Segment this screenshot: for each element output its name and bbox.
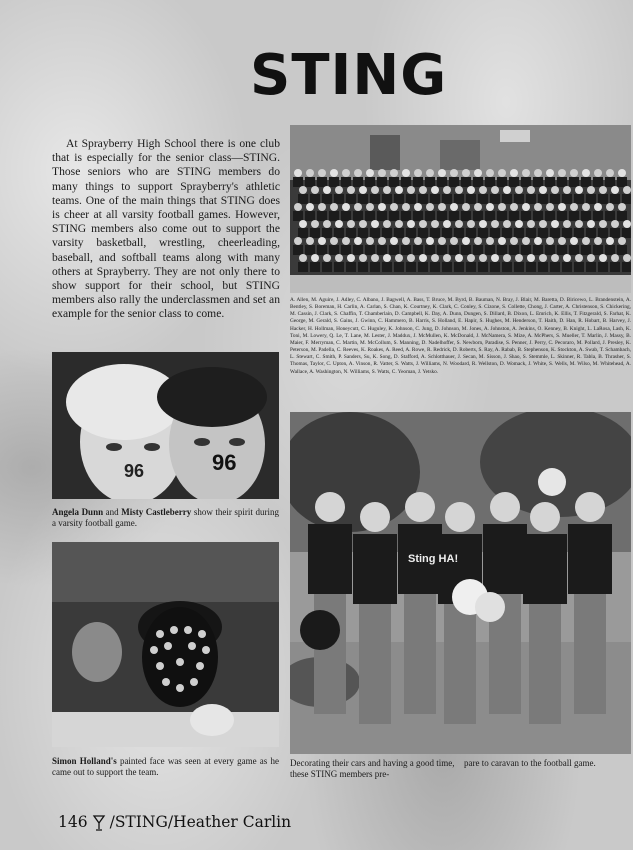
intro-paragraph: At Sprayberry High School there is one club that is especially for the senior class—STING. Those seniors who are STING members do many things to support Sprayberry's athletic teams. One of the main things that STING does is cheer at all varsity football games. However, STING members also come out to support the varsity basketball, wrestling, cheerleading, baseball, and softball teams along with many others at Sprayberry. They are not only there to show support for their school, but STING members also rally the underclassmen and set an example for the senior class to come.: [52, 137, 280, 321]
caption-members: Decorating their cars and having a good time, these STING members pre- pare to caravan to the football game.: [290, 758, 596, 780]
group-photo: [290, 125, 631, 293]
caption-painted-face: Simon Holland's painted face was seen at every game as he came out to support the team.: [52, 756, 279, 778]
page-footer: [58, 814, 291, 832]
face-paint-number-1: 96: [124, 461, 145, 481]
members-photo: [290, 412, 631, 754]
painted-face-photo: [52, 542, 279, 747]
page-number: 146: [58, 813, 88, 832]
face-paint-photo: [52, 352, 279, 499]
group-names-list: A. Allen, M. Aguire, J. Adley, C. Albano, J. Bagwell, A. Bass, T. Bruce, M. Byrd, B. Bauman, N. Bray, J. Blair, M. Baretta, D. Biricewo, L. Brandenstein, A. Bentley, S. Boreman, H. Carlin, A. Carlan, S. Chan, K. Courtney, K. Clark, C. Conley, S. Cizone, S. Collette, Chong, J. Carter, A. Christenson, S. Chickering, M. Cassin, J. Clark, S. Chaffin, T. Chamberlain, D. Campbell, K. Day, A. Dunn, Dungen, S. Dillard, B. Dixon, L. Emrich, K. Ellis, T. Fitzgerald, S. Farhat, K. George, M. Gerald, S. Gains, J. Gwinn, C. Hammero, B. Harris, S. Holland, E. Hapir, S. Hughes, M. Henderson, T. Haith, D. Han, R. Hobart, B. Harvey, J. Hacker, H. Hollman, Honeycutt, C. Huguley, K. Johnson, C. Jung, D. Johnson, M. Jones, A. Johnston, A. Jenkins, O. Kenney, B. Knight, L. LaRosa, Lash, K. Toni, M. Lowery, Q. Le, T. Lane, M. Lester, J. Maddux, J. McMullen, K. McDonald, J. McNamera, S. Mize, A. McPhers, S. Mueller, T. Marlin, J. Massy, B. Maier, F. Merryman, C. Martin, M. McCollum, S. Manning, D. Nadelhoffer, S. Newborn, Paradise, S. Penner, J. Perry, C. Pecoraro, M. Pollard, J. Presley, K. Peterson, M. Padella, C. Reeves, K. Roakes, A. Reed, A. Rowe, R. Redrick, D. Roberts, S. Ray, A. Rabab, B. Stephenson, K. Stockton, A. Swab, T. Schambach, L. Stewart, C. Smith, P. Sanders, Su, K. Song, D. Stafford, A. Schlotthauer, J. Secan, M. Sisson, J. Shao, S. Stemmle, L. Skinner, R. Tabla, B. Thrasher, S. Thomas, Taylor, C. Upton, A. Vinson, R. Vatter, S. Watts, J. Williams, N. Woodard, R. Wellston, D. Womack, J. White, S. Wells, M. Wilso, M. Whitehead, A. Wallace, A. Washington, N. Williams, S. Watts, C. Yeoman, J. Yetsko.: [290, 297, 631, 375]
martini-glass-icon: [92, 814, 106, 832]
footer-section-author: /STING/Heather Carlin: [109, 813, 292, 832]
caption-face-paint: Angela Dunn and Misty Castleberry show their spirit during a varsity football game.: [52, 507, 279, 529]
page-title: STING: [250, 43, 448, 108]
face-paint-number-2: 96: [212, 450, 237, 475]
shirt-text: Sting HA!: [408, 553, 459, 565]
